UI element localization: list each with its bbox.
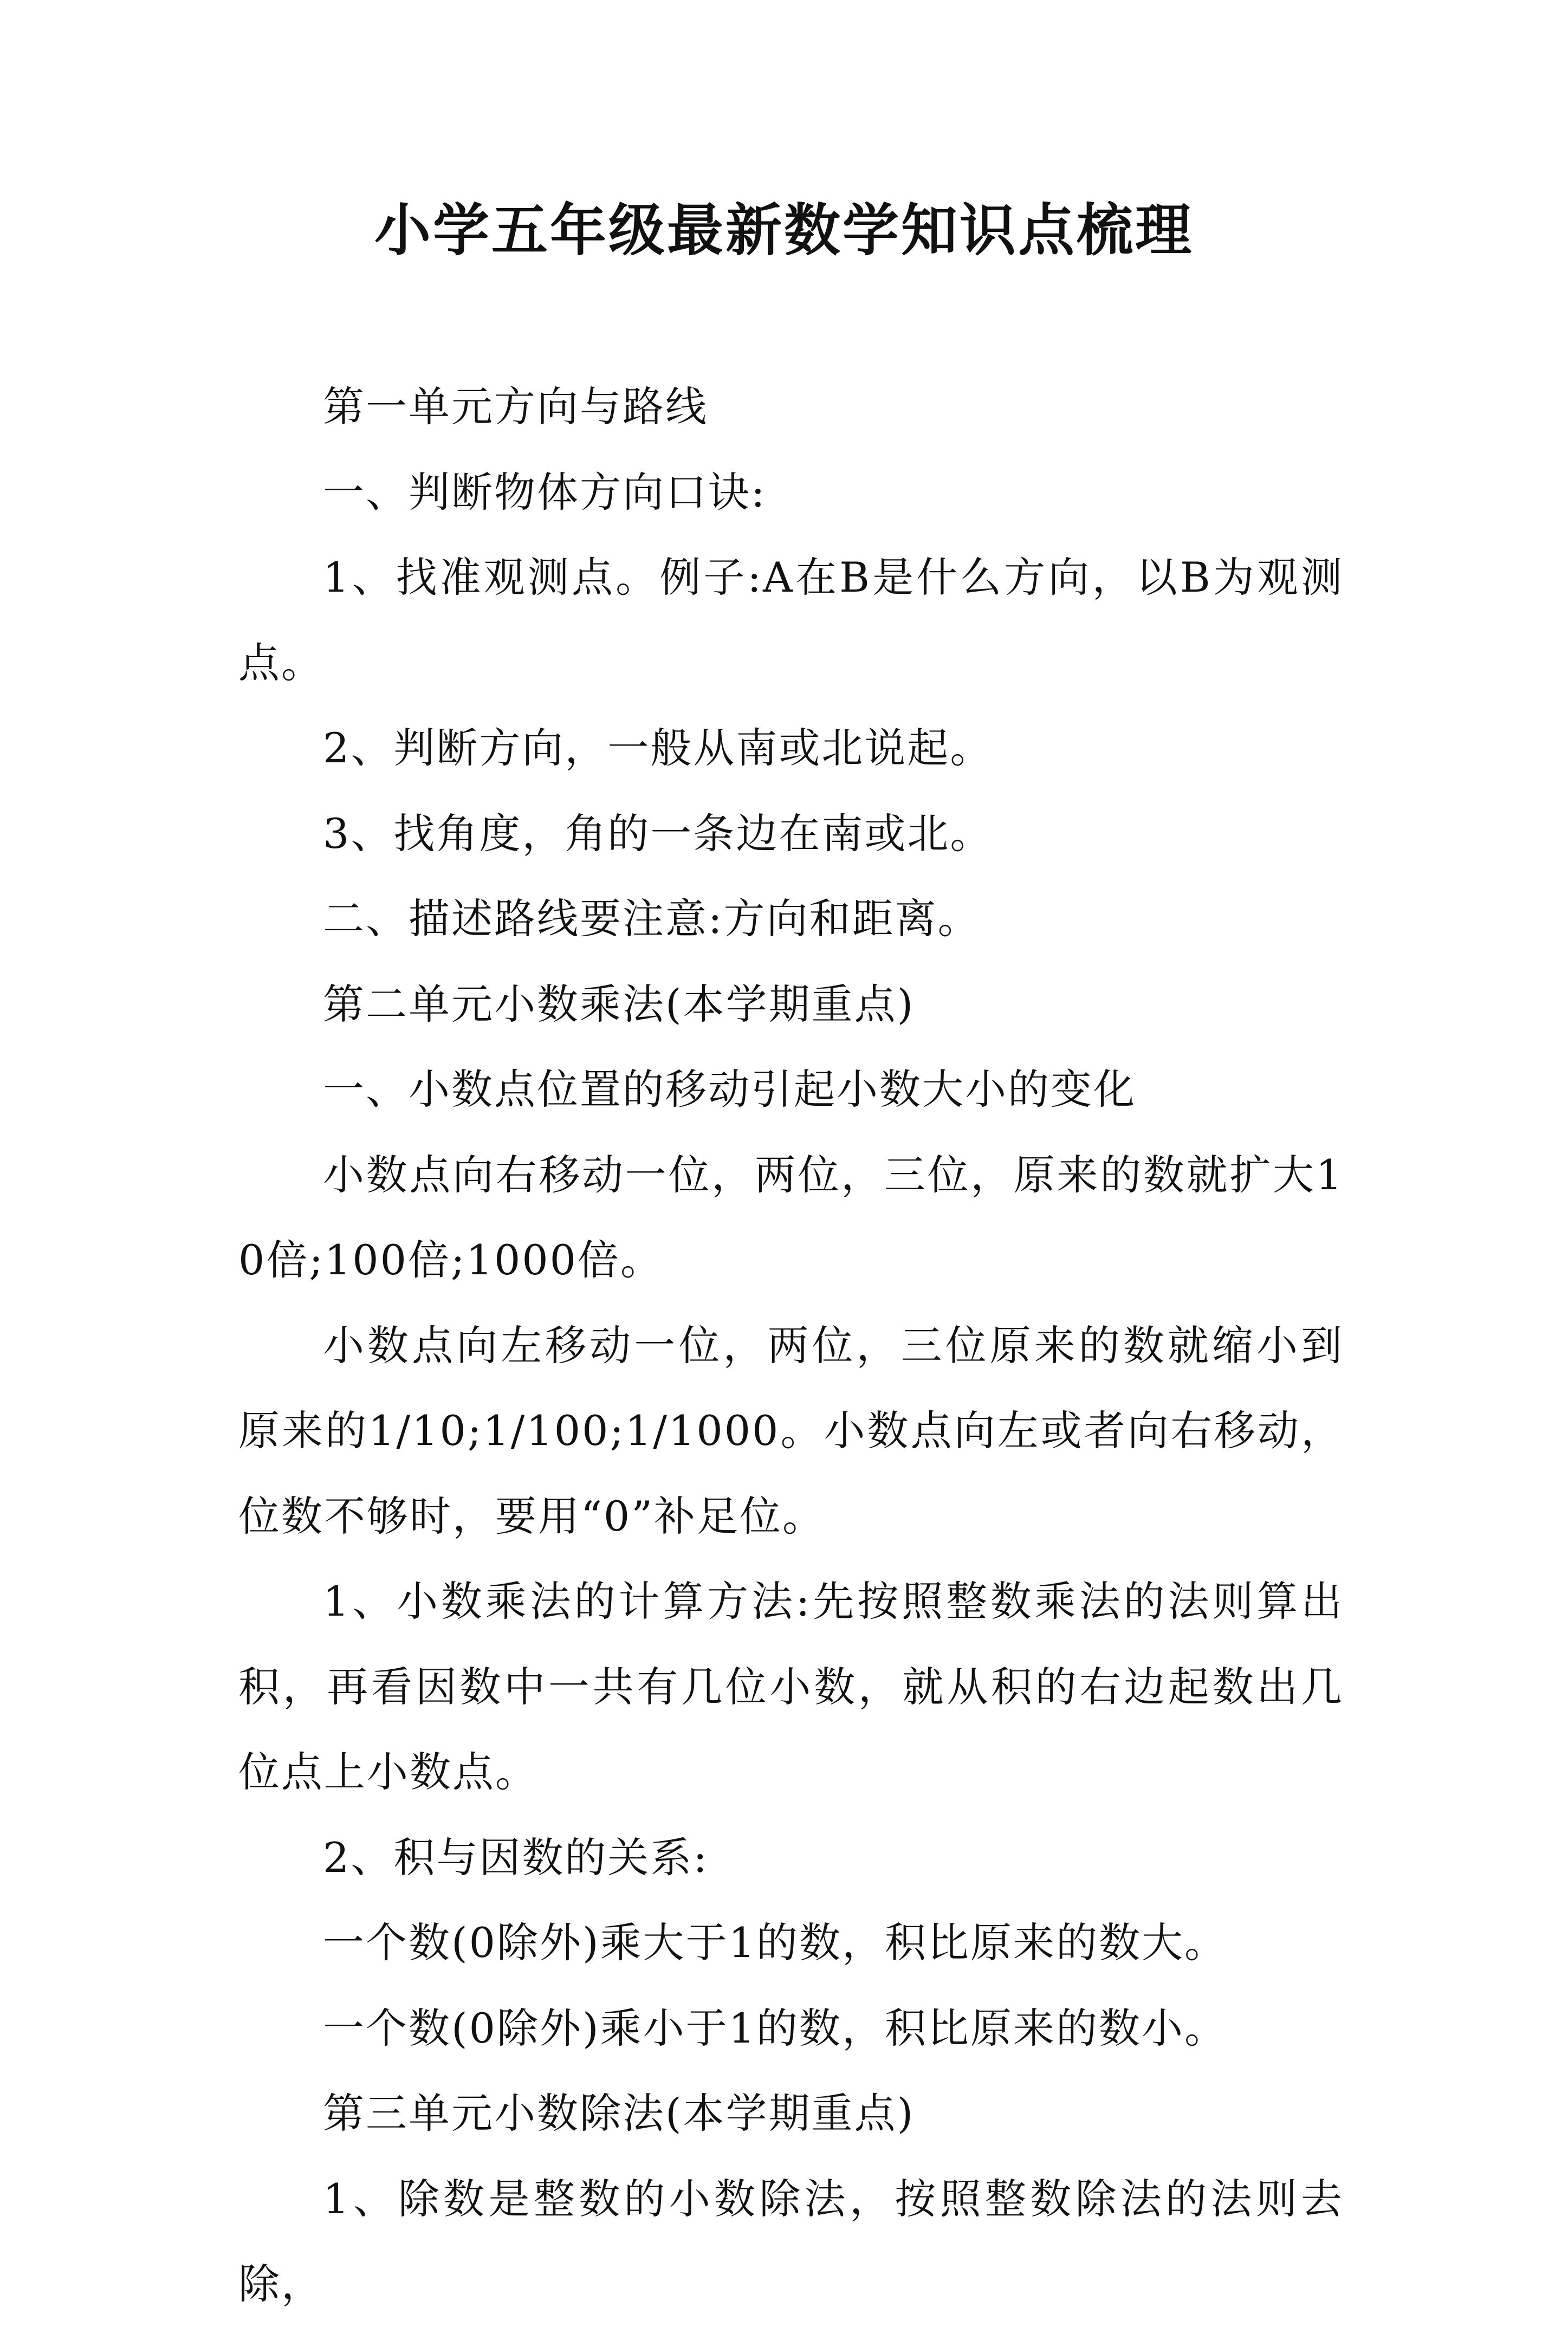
paragraph: 1、小数乘法的计算方法:先按照整数乘法的法则算出积，再看因数中一共有几位小数，就从积的右边起数出几位点上小数点。 (238, 1577, 1344, 1796)
paragraph: 小数点向右移动一位，两位，三位，原来的数就扩大10倍;100倍;1000倍。 (238, 1150, 1344, 1284)
paragraph: 第三单元小数除法(本学期重点) (323, 2089, 915, 2137)
document-title: 小学五年级最新数学知识点梳理 (374, 197, 1194, 263)
paragraph: 1、找准观测点。例子:A在B是什么方向，以B为观测点。 (238, 553, 1344, 687)
paragraph: 一个数(0除外)乘小于1的数，积比原来的数小。 (323, 2004, 1228, 2052)
paragraph: 一、判断物体方向口诀: (323, 468, 767, 516)
paragraph: 2、积与因数的关系: (323, 1833, 709, 1882)
paragraph: 二、描述路线要注意:方向和距离。 (323, 894, 981, 943)
paragraph: 一个数(0除外)乘大于1的数，积比原来的数大。 (323, 1918, 1228, 1967)
paragraph: 第一单元方向与路线 (323, 383, 708, 431)
paragraph: 3、找角度，角的一条边在南或北。 (323, 809, 993, 858)
paragraph: 1、除数是整数的小数除法，按照整数除法的法则去除， (238, 2174, 1344, 2308)
paragraph: 小数点向左移动一位，两位，三位原来的数就缩小到原来的1/10;1/100;1/1000。小数点向左或者向右移动，位数不够时，要用“0”补足位。 (238, 1321, 1344, 1540)
paragraph: 一、小数点位置的移动引起小数大小的变化 (323, 1065, 1136, 1113)
paragraph: 2、判断方向，一般从南或北说起。 (323, 724, 993, 772)
paragraph: 第二单元小数乘法(本学期重点) (323, 980, 915, 1028)
document-body (238, 364, 1344, 2327)
